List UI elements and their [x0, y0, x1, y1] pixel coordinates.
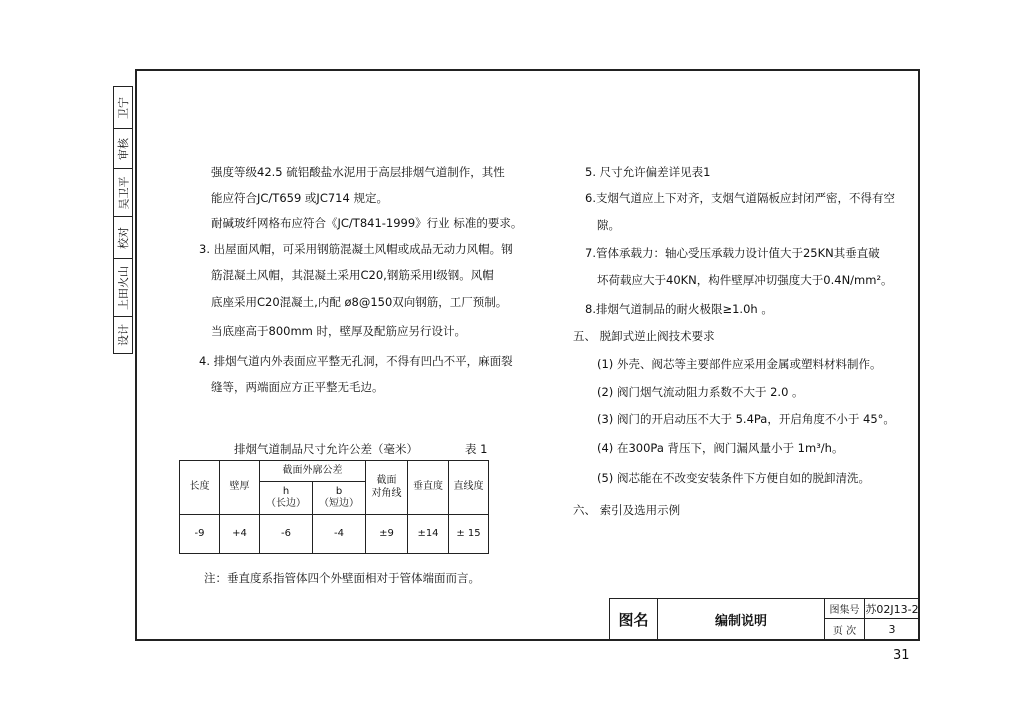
strip-check-label: 校对: [114, 217, 132, 259]
drawing-title: 编制说明: [658, 599, 825, 641]
section-5-heading: 五、 脱卸式逆止阀技术要求: [573, 329, 715, 343]
table-cell: ± 15: [456, 527, 481, 539]
signature-strip: [113, 86, 133, 354]
left-line-7: 当底座高于800mm 时，壁厚及配筋应另行设计。: [211, 324, 467, 338]
left-line-1: 强度等级42.5 硫铝酸盐水泥用于高层排烟气道制作，其性: [211, 165, 505, 179]
header-straight: 直线度: [449, 461, 488, 515]
table-cell: ±14: [408, 515, 449, 553]
right-line-8: (1) 外壳、阀芯等主要部件应采用金属或塑料材料制作。: [597, 357, 882, 371]
right-line-2: 6.支烟气道应上下对齐，支烟气道隔板应封闭严密，不得有空: [585, 191, 895, 205]
table-cell: -4: [313, 515, 366, 553]
table-cell: -9: [180, 515, 220, 553]
atlas-number: 苏02J13-2: [865, 599, 920, 619]
strip-approver-signature: 卫宁: [114, 87, 132, 129]
right-line-3: 隙。: [597, 218, 620, 232]
header-section: 截面外廓公差: [260, 461, 366, 482]
table-title: 排烟气道制品尺寸允许公差（毫米）: [234, 442, 418, 456]
left-line-6: 底座采用C20混凝土,内配 ø8@150双向钢筋，工厂预制。: [211, 295, 508, 309]
right-line-1: 5. 尺寸允许偏差详见表1: [585, 165, 711, 179]
sheet-page-number: 3: [865, 619, 920, 641]
table-cell: +4: [220, 515, 260, 553]
left-line-9: 缝等，两端面应方正平整无毛边。: [211, 380, 384, 394]
strip-design-label: 设计: [117, 324, 130, 346]
table-note: 注：垂直度系指管体四个外壁面相对于管体端面而言。: [204, 571, 480, 585]
tolerance-table: [179, 460, 489, 554]
right-line-5: 坏荷载应大于40KN，构件壁厚冲切强度大于0.4N/mm²。: [597, 273, 893, 287]
table-cell: -6: [260, 515, 313, 553]
left-line-4: 3. 出屋面风帽，可采用钢筋混凝土风帽或成品无动力风帽。钢: [199, 242, 513, 256]
left-line-3: 耐碱玻纤网格布应符合《JC/T841-1999》行业 标准的要求。: [211, 216, 523, 230]
strip-review-label: 审核: [114, 129, 132, 169]
header-h: h （长边）: [260, 482, 313, 515]
table-number: 表 1: [465, 442, 488, 456]
left-line-5: 筋混凝土风帽，其混凝土采用C20,钢筋采用Ⅰ级钢。风帽: [211, 268, 494, 282]
header-wall: 壁厚: [220, 461, 260, 515]
title-block-atlas-label: 图集号: [825, 599, 865, 619]
right-line-10: (3) 阀门的开启动压不大于 5.4Pa，开启角度不小于 45°。: [597, 412, 895, 426]
table-cell: ±9: [366, 515, 408, 553]
title-block: [609, 598, 920, 641]
page-number: 31: [893, 648, 910, 663]
title-block-page-label: 页 次: [825, 619, 865, 641]
right-line-6: 8.排烟气道制品的耐火极限≥1.0h 。: [585, 302, 773, 316]
right-line-11: (4) 在300Pa 背压下，阀门漏风量小于 1m³/h。: [597, 441, 844, 455]
header-b: b （短边）: [313, 482, 366, 515]
header-vertical: 垂直度: [408, 461, 449, 515]
right-line-4: 7.管体承载力：轴心受压承载力设计值大于25KN其垂直破: [585, 246, 880, 260]
strip-designer-signature: 上田火山: [114, 259, 132, 317]
title-block-name-label: 图名: [610, 599, 658, 641]
left-line-2: 能应符合JC/T659 或JC714 规定。: [211, 191, 388, 205]
header-length: 长度: [180, 461, 220, 515]
right-line-12: (5) 阀芯能在不改变安装条件下方便自如的脱卸清洗。: [597, 471, 870, 485]
strip-checker-signature: 吴卫平: [114, 169, 132, 217]
section-6-heading: 六、 索引及选用示例: [573, 503, 681, 517]
header-diagonal: 截面 对角线: [366, 461, 408, 515]
left-line-8: 4. 排烟气道内外表面应平整无孔洞，不得有凹凸不平，麻面裂: [199, 354, 513, 368]
right-line-9: (2) 阀门烟气流动阻力系数不大于 2.0 。: [597, 385, 804, 399]
